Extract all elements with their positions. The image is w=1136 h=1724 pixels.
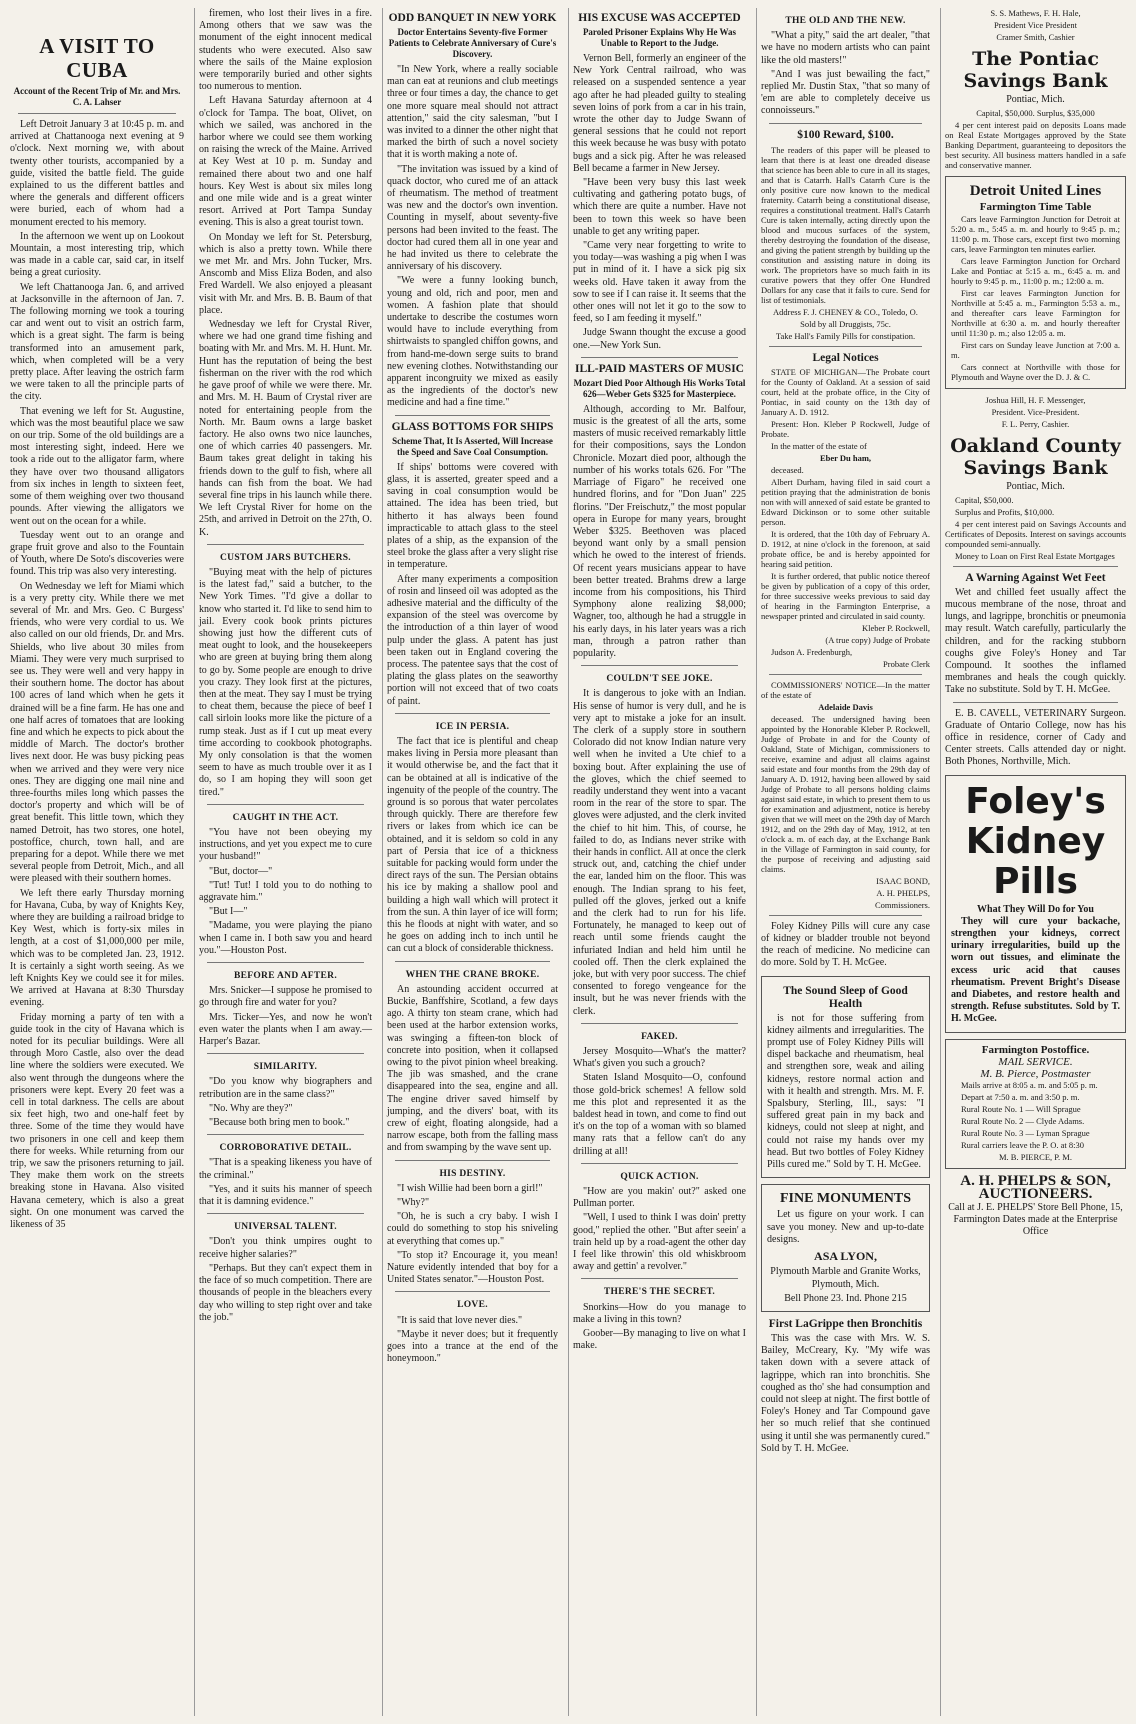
ad-subheading: What They Will Do for You bbox=[977, 903, 1094, 915]
divider bbox=[207, 962, 364, 963]
article-paragraph: "In New York, where a really sociable man can eat at reunions and club meetings three or four times a day, the chance to get one more square meal should not attract attention," said the city salesman, "but I was invited to a dinner the other night that marked the birth of such a novel society that it is worth making a note of. bbox=[387, 64, 558, 161]
article-paragraph: It is dangerous to joke with an Indian. His sense of humor is very dull, and he is very apt to mistake a joke for an insult. The clerk of a supply store in southern Colorado did not know Indian nature very well when he invited a Ute chief to a boxing bout. After explaining the use of the gloves, which the chief seemed to readily understand they went into a vacant room in the rear of the store to spar. The gloves were adjusted, and the clerk invited the chief to hit him. This, of course, he failed to do, as Indians never strike with their hands in conflict. All at once the clerk struck out, and, catching the chief under the ear, landed him on the floor. This was enough. The Indian sprang to his feet, pulled off the gloves, jerked out a knife and the clerk had to run for his life. Fortunately, he managed to keep out of reach until some friends caught the infuriated Indian and held him until he cooled off. Then the clerk explained the joke, but with very poor success. The chief consented to forego vengeance for the insult, but he was never friends with the clerk. bbox=[573, 688, 746, 1017]
legal-notices-heading: Legal Notices bbox=[812, 351, 879, 364]
legal-text: It is ordered, that the 10th day of February A. D. 1912, at nine o'clock in the forenoon, at said probate office, be and is hereby appointed for hearing said petition. bbox=[761, 528, 930, 569]
article-paragraph: "Came very near forgetting to write to you today—was washing a pig when I was put in mind of it. I have a sick pig six weeks old. Have taken it away from the sow to see if I can raise it. It seems that the other ones will not let it go to the sow to feed, so I am feeding it myself." bbox=[573, 240, 746, 325]
article-paragraph: "We were a funny looking bunch, young and old, rich and poor, men and women. A fashion plate that should undertake to describe the costumes worn would have to include everything from shirtwaists to spangled chiffon gowns, and from hand-me-down serge suits to brand new evening clothes. Notwithstanding our apparent incongruity we mixed as easily as the ingredients of the doctor's new medicine and had a fine time." bbox=[387, 275, 558, 409]
dialogue-line: "Yes, and it suits his manner of speech that it is damning evidence." bbox=[199, 1183, 372, 1208]
dialogue-line: "Maybe it never does; but it frequently goes into a trance at the end of the honeymoon." bbox=[387, 1328, 558, 1365]
ad-subheading: MAIL SERVICE. bbox=[998, 1055, 1073, 1068]
commissioners-estate-name: Adelaide Davis bbox=[818, 701, 873, 712]
column-3 bbox=[382, 8, 562, 1716]
section-heading: ICE IN PERSIA. bbox=[435, 721, 510, 732]
dialogue-line: Jersey Mosquito—What's the matter? What's given you such a grouch? bbox=[573, 1046, 746, 1070]
commissioners-signature: ISAAC BOND, bbox=[876, 875, 930, 886]
divider bbox=[769, 346, 922, 347]
legal-text: It is further ordered, that public notice thereof be given by publication of a copy of this order, for three successive weeks previous to said day of hearing in the Farmington Enterprise, a newspaper printed and circulated in said county. bbox=[761, 570, 930, 621]
dialogue-line: "And I was just bewailing the fact," replied Mr. Dustin Stax, "that so many of 'em are able to completely deceive us connoisseurs." bbox=[761, 68, 930, 117]
section-heading: UNIVERSAL TALENT. bbox=[234, 1222, 337, 1233]
bank-name-pontiac: The Pontiac Savings Bank bbox=[963, 48, 1108, 92]
bank-location: Pontiac, Mich. bbox=[1006, 480, 1065, 492]
legal-text: Present: Hon. Kleber P Rockwell, Judge of Probate. bbox=[761, 418, 930, 439]
dialogue-line: "Why?" bbox=[397, 1197, 430, 1209]
dialogue-line: "Don't you think umpires ought to receive higher salaries?" bbox=[199, 1236, 372, 1260]
article-paragraph: After many experiments a composition of rosin and linseed oil was adopted as the adhesive material and the difficulty of the expansion of the steel was overcome by the introduction of a thin layer of wood pulp under the glass. A patent has just been taken out in England covering the process. The patentee says that the cost of plating the glass plates on the seaworthy portion will not exceed that of two coats of paint. bbox=[387, 573, 558, 707]
ad-heading: FINE MONUMENTS bbox=[779, 1191, 912, 1207]
section-heading: CUSTOM JARS BUTCHERS. bbox=[220, 552, 351, 563]
commissioners-notice-heading: COMMISSIONERS' NOTICE—In the matter of the estate of bbox=[761, 679, 930, 700]
divider bbox=[395, 1291, 550, 1292]
article-paragraph: On Wednesday we left for Miami which is a very pretty city. While there we met several of Mr. and Mrs. Geo. C Burgess' friends, who were very cordial to us. We also called on our old friends, Dr. and Mrs. Shields, who live about 30 miles from Miami. They were very much surprised to see us. They were well and very happy in their southern home. The doctor has about 100 acres of land which when he gets it drained will be a fine farm. He has one and one half acres of tomatoes that are looking fine and which he expects to pick about the middle of March. The doctor's brother lives next door. He was busy picking peas when we arrived and they were very nice ones. They are digging one mail nine and three-fourths miles long which passes the doctor's property and which will be of great benefit. This little town, which they named Detroit, has two stores, one hotel, postoffice, church, town hall, and are preparing for a depot. While there we met several people from Detroit, Mich., and all were pleased with their southern homes. bbox=[10, 580, 184, 885]
foley-line: Pills bbox=[993, 860, 1078, 902]
dialogue-line: "Oh, he is such a cry baby. I wish I could do something to stop his sniveling at everything that comes up." bbox=[387, 1211, 558, 1247]
article-paragraph: Wednesday we left for Crystal River, where we had one grand time fishing and boating with Mr. and Mrs. M. H. Hunt. Mr. Hunt has the reputation of being the best fisherman on the river with the rod which he gave proof of while we were there. Mr. and Mrs. M. H. Baum of Crystal river are noted for entertaining people from the North. Mr. Baum owns a large basket factory. He also owns two nice launches, one of which carries 40 passengers. Mr. Baum takes great delight in taking his friends down to the gulf to fish, where all hands can fish from the boat. We had several fine trips in his launch while there. We left Crystal River for home on the 25th, and arrived in Detroit on the 27th, O. K. bbox=[199, 319, 372, 538]
ad-heading: A Warning Against Wet Feet bbox=[965, 571, 1106, 584]
mail-schedule: Depart at 7:50 a. m. and 3:50 p. m. bbox=[961, 1092, 1080, 1103]
article-paragraph: We left there early Thursday morning for Havana, Cuba, by way of Knights Key, where they are building a railroad bridge to Key West, which is forty-six miles in length, at a cost of $1,000,000 per mile, which was to be completed Jan. 23, 1912. It is certainly a sight worth seeing. As we left Knights Key we could see it for miles. We arrived at Havana at 8:30 Thursday evening. bbox=[10, 887, 184, 1009]
article-paragraph: Although, according to Mr. Balfour, music is the greatest of all the arts, some masters of music received remarkably little for their compositions, says the London Chronicle. Mozart died poor, although the number of his works totals 626. For "The Marriage of Figaro" he received one hundred florins, and for "Don Juan" 225 florins. "Der Freischutz," the most popular opera in Europe for many years, brought Weber $325. Beethoven was placed beyond want only by a small pension which he owed to the interest of friends. Of recent years musicians appear to have been better treated. Brahms drew a large income from his compositions, his Third Symphony alone realizing $8,000; Wagner, too, although he had a struggle in his early days, in his later years was a rich man, through a patron rather than popularity. bbox=[573, 403, 746, 659]
headline-glass-bottoms: GLASS BOTTOMS FOR SHIPS bbox=[391, 420, 554, 433]
section-heading: BEFORE AND AFTER. bbox=[233, 971, 338, 982]
foley-notice: Foley Kidney Pills will cure any case of kidney or bladder trouble not beyond the reach of medicine. No medicine can do more. Sold by T. H. McGee. bbox=[761, 920, 930, 969]
monuments-ad bbox=[761, 1184, 930, 1312]
divider bbox=[207, 1213, 364, 1214]
bank-money: Money to Loan on First Real Estate Mortgages bbox=[955, 550, 1115, 561]
mail-schedule: Mails arrive at 8:05 a. m. and 5:05 p. m. bbox=[961, 1080, 1098, 1091]
divider bbox=[581, 357, 738, 358]
divider bbox=[769, 674, 922, 675]
bank-location: Pontiac, Mich. bbox=[1006, 94, 1065, 105]
bank-cashier: F. L. Perry, Cashier. bbox=[1001, 418, 1070, 429]
reward-pills: Take Hall's Family Pills for constipation. bbox=[775, 330, 916, 341]
ad-heading: Farmington Postoffice. bbox=[981, 1043, 1090, 1056]
mail-schedule: Rural Route No. 1 — Will Sprague bbox=[961, 1104, 1081, 1115]
reward-heading: $100 Reward, $100. bbox=[797, 128, 894, 141]
article-paragraph: "Have been very busy this last week cultivating and gathering potato bugs, of which there are quite a number. Have not been to town this week so have been unable to get any writing paper. bbox=[573, 177, 746, 237]
article-paragraph: If ships' bottoms were covered with glass, it is asserted, greater speed and a saving in coal consumption would be attained. The idea has been tried, but hitherto it has always been found impracticable to attach glass to the steel plates of a ship, as the expansion of the steel broke the glass after a very slight rise in temperature. bbox=[387, 461, 558, 571]
mail-schedule: Rural carriers leave the P. O. at 8:30 bbox=[961, 1140, 1084, 1151]
bank-cashier: Cramer Smith, Cashier bbox=[996, 32, 1075, 42]
legal-signature: (A true copy) Judge of Probate bbox=[825, 634, 930, 645]
foley-line: Kidney bbox=[965, 820, 1106, 862]
article-paragraph: On Monday we left for St. Petersburg, which is also a pretty town. While there we met Mr. and Mrs. John Tucker, Mrs. Anscomb and Miss Eliza Boden, and also Fred Wardell. We also enjoyed a pleasant visit with Mr. and Mrs. B. B. Baum of that place. bbox=[199, 231, 372, 316]
commissioners-signature: A. H. PHELPS, bbox=[876, 887, 930, 898]
auctioneers-heading: A. H. PHELPS & SON, AUCTIONEERS. bbox=[960, 1173, 1111, 1202]
commissioners-text: deceased. The undersigned having been appointed by the Honorable Kleber P. Rockwell, Judge of Probate in and for the County of Oakland, State of Michigan, commissioners to receive, examine and adjust all claims against said estate and four months from the 29th day of January A. D. 1912, having been allowed by said Judge of Probate to all persons holding claims against said estate, in which to present them to us for examination and adjustment, notice is hereby given that we will meet on the 29th day of March 1912, and on the 29th day of May, 1912, at ten o'clock a. m. of each day, at the Exchange Bank in the Village of Farmington in said county, for the purpose of receiving and adjusting said claims. bbox=[761, 713, 930, 874]
bank-capital: Capital, $50,000. Surplus, $35,000 bbox=[976, 108, 1095, 119]
dialogue-line: "Do you know why biographers and retribution are in the same class?" bbox=[199, 1076, 372, 1100]
divider bbox=[395, 713, 550, 714]
column-6 bbox=[940, 8, 1130, 1716]
article-paragraph: Friday morning a party of ten with a guide took in the city of Havana which is noted for its peculiar buildings. Were all through Moro Castle, also over the dead line where the soldiers were executed. We also went through the dungeons where the prisoners were kept. Every 20 feet was a cell in total darkness. The cells are about six feet high, two and one-half feet by three. Some of the time they would have two prisoners in one cell and keep them there for weeks. While returning from our trip, we saw the prisoners returning to jail. They make them work on the streets breaking stone in Havana. Also visited Havana cemetery, which is also a great sight. On one monument was carved the likeness of 35 bbox=[10, 1011, 184, 1231]
divider bbox=[395, 1160, 550, 1161]
dialogue-line: "No. Why are they?" bbox=[209, 1102, 293, 1114]
foleys-kidney-pills-ad bbox=[945, 775, 1126, 1033]
dialogue-line: "You have not been obeying my instructions, and yet you expect me to cure your husband!" bbox=[199, 827, 372, 863]
legal-signature: Probate Clerk bbox=[883, 658, 930, 669]
divider bbox=[207, 804, 364, 805]
bank-officer-titles: President Vice President bbox=[994, 20, 1077, 30]
dialogue-line: "But I—" bbox=[209, 906, 248, 918]
section-heading: COULDN'T SEE JOKE. bbox=[606, 674, 713, 685]
bank-officers: Joshua Hill, H. F. Messenger, bbox=[985, 394, 1086, 405]
divider bbox=[769, 915, 922, 916]
subheadline: Scheme That, It Is Asserted, Will Increase the Speed and Save Coal Consumption. bbox=[392, 435, 553, 457]
legal-signature: Kleber P. Rockwell, bbox=[862, 622, 930, 633]
ad-text: is not for those suffering from kidney ailments and irregularities. The prompt use of Foley Kidney Pills will dispel backache and rheumatism, heal and strengthen sore, weak and ailing kidneys, restore normal action and with it health and strength. Mrs. M. F. Spalsbury, Sterling, Ill., says: "I suffered great pain in my back and kidneys, could not sleep at night, and could not raise my hands over my head. But two bottles of Foley Kidney Pills cured me." Sold by T. H. McGee. bbox=[767, 1012, 924, 1171]
timetable-text: Cars leave Farmington Junction for Detroit at 5:20 a. m., 5:45 a. m. and hourly to 9:45 p. m.; 11:00 p. m. Those cars, except first two morning cars, leave Farmington ten minutes earlier. bbox=[951, 213, 1120, 254]
dialogue-line: "Madame, you were playing the piano when I came in. I both saw you and heard you."—Houston Post. bbox=[199, 920, 372, 956]
legal-text: STATE OF MICHIGAN—The Probate court for the County of Oakland. At a session of said court, held at the probate office, in the City of Pontiac, in said county on the 13th day of January A. D. 1912. bbox=[761, 366, 930, 417]
headline-ill-paid-masters: ILL-PAID MASTERS OF MUSIC bbox=[574, 362, 744, 375]
dialogue-line: "It is said that love never dies." bbox=[397, 1314, 523, 1326]
dialogue-line: "Tut! Tut! I told you to do nothing to aggravate him." bbox=[199, 879, 372, 904]
ad-subheading: Farmington Time Table bbox=[979, 201, 1092, 214]
bank-text: 4 per cent interest paid on deposits Loans made on Real Estate Mortgages approved by the State Banking Department, guaranteeing to depositors the best security. All business matters handled in a safe and conservative manner. bbox=[945, 120, 1126, 171]
postmaster: M. B. Pierce, Postmaster bbox=[980, 1068, 1091, 1081]
divider bbox=[395, 961, 550, 962]
article-paragraph: firemen, who lost their lives in a fire. Among others that we saw was the monument of the eight innocent medical students who were executed. Also saw where the sails of the Maine explosion were temporarily buried and other sights too numerous to mention. bbox=[199, 8, 372, 93]
article-paragraph: That evening we left for St. Augustine, which was the most beautiful place we saw on our trip. Some of the old buildings are a most interesting sight, indeed. Here we took a ride out to the alligator farm, where they have over two thousand alligators from six inches in length to sixteen feet, some of them weighing over two thousand pounds. After viewing the alligators we went out on the ocean for a while. bbox=[10, 405, 184, 527]
bank-officers: S. S. Mathews, F. H. Hale, bbox=[990, 8, 1081, 18]
article-paragraph: We left Chattanooga Jan. 6, and arrived at Jacksonville in the afternoon of Jan. 7. The following morning we took a touring car and went out to visit an ostrich farm, which is a great sight. The farm is being transformed into an amusement park, which, when completed will be a very pretty place. After leaving the ostrich farm we were taken to all the principle parts of the city. bbox=[10, 281, 184, 403]
headline-visit-to-cuba: A VISIT TO CUBA bbox=[39, 34, 155, 82]
section-heading: SIMILARITY. bbox=[253, 1062, 318, 1073]
dialogue-line: "But, doctor—" bbox=[209, 865, 273, 877]
article-paragraph: Left Detroit January 3 at 10:45 p. m. and arrived at Chattanooga next evening at 9 o'clock. Next morning we, with about twenty other tourists, accompanied by a guide, visited the battle field. The guide explained to us the different battles and where the generals and different officers were buried, each of whom had a monument erected to his memory. bbox=[10, 119, 184, 228]
postoffice-ad bbox=[945, 1039, 1126, 1170]
reward-sold: Sold by all Druggists, 75c. bbox=[800, 318, 891, 329]
section-heading: THERE'S THE SECRET. bbox=[603, 1287, 716, 1298]
dialogue-line: "What a pity," said the art dealer, "that we have no modern artists who can paint like the old masters!" bbox=[761, 30, 930, 66]
section-heading: CAUGHT IN THE ACT. bbox=[232, 812, 339, 823]
ad-phone: Bell Phone 23. Ind. Phone 215 bbox=[784, 1292, 907, 1304]
section-heading: THE OLD AND THE NEW. bbox=[785, 16, 906, 26]
reward-address: Address F. J. CHENEY & CO., Toledo, O. bbox=[773, 306, 918, 317]
section-heading: WHEN THE CRANE BROKE. bbox=[405, 969, 540, 980]
legal-text: Albert Durham, having filed in said court a petition praying that the administration de bonis non with will annexed of said estate be granted to Edward Dickinson or to some other suitable person. bbox=[761, 476, 930, 527]
dialogue-line: Snorkins—How do you manage to make a living in this town? bbox=[573, 1301, 746, 1325]
dialogue-line: Mrs. Ticker—Yes, and now he won't even water the plants when I am away.—Harper's Bazar. bbox=[199, 1011, 372, 1048]
commissioners-signature: Commissioners. bbox=[874, 899, 930, 910]
ad-text: Let us figure on your work. I can save you money. New and up-to-date designs. bbox=[767, 1209, 924, 1245]
divider bbox=[769, 123, 922, 124]
timetable-text: First cars on Sunday leave Junction at 7:00 a. m. bbox=[951, 339, 1120, 360]
dialogue-line: "How are you makin' out?" asked one Pullman porter. bbox=[573, 1186, 746, 1210]
column-2 bbox=[194, 8, 376, 1716]
section-heading: CORROBORATIVE DETAIL. bbox=[219, 1143, 352, 1154]
article-paragraph: In the afternoon we went up on Lookout Mountain, a most interesting trip, which was made in a cable car, said car, in itself being a great curiosity. bbox=[10, 230, 184, 279]
bank-name-oakland: Oakland County Savings Bank bbox=[950, 434, 1121, 479]
divider bbox=[581, 1278, 738, 1279]
article-paragraph: The fact that ice is plentiful and cheap makes living in Persia more pleasant than it would otherwise be, and the fact that it can be obtained at all is indicative of the ingenuity of the people of the country. The ground is so porous that water percolates through quickly. There are therefore few rivers or lakes from which ice can be obtained, and it is seldom so cold in any part of Persia that ice of a thickness suitable for packing would form under the direct rays of the sun. The Persian obtains his ice by making a shallow pool and building a high wall which will protect it from the sun. A thin layer of ice will form; this he floods at night with water, and so he goes on adding inch to inch until he can cut a block of considerable thickness. bbox=[387, 735, 558, 955]
mail-schedule: Rural Route No. 2 — Clyde Adams. bbox=[961, 1116, 1085, 1127]
article-paragraph: Left Havana Saturday afternoon at 4 o'clock for Tampa. The boat, Olivet, on which we sailed, was anchored in the harbor where we could see them working on raising the wreck of the Maine. Arrived at Key West at 10 p. m. Sunday and remained there about two and one half hours. Key West is about six miles long and one mile wide and is a great winter resort. Arrived at Port Tampa Sunday evening. This is also a great tourist town. bbox=[199, 95, 372, 229]
divider bbox=[581, 1023, 738, 1024]
timetable-text: First car leaves Farmington Junction for Northville at 5:45 a. m., Farmington 5:53 a. m., and thereafter cars leave Farmington for Northville at 6:30 a. m. and hourly thereafter until 11:30 p. m.; also 12:05 a. m. bbox=[951, 287, 1120, 338]
ad-text: This was the case with Mrs. W. S. Bailey, McCreary, Ky. "My wife was taken down with a severe attack of lagrippe, which ran into bronchitis. She coughed as tho' she had consumption and could not sleep at night. The first bottle of Foley's Honey and Tar Compound gave her so much relief that she continued using it until she was permanently cured." Sold by T. H. McGee. bbox=[761, 1332, 930, 1454]
headline-excuse-accepted: HIS EXCUSE WAS ACCEPTED bbox=[578, 12, 741, 24]
reward-text: The readers of this paper will be pleased to learn that there is at least one dreaded disease that science has been able to cure in all its stages, and that is Catarrh. Hall's Catarrh Cure is the only positive cure now known to the medical fraternity. Catarrh being a constitutional disease, requires a constitutional treatment. Hall's Catarrh Cure is taken internally, acting directly upon the blood and mucous surfaces of the system, thereby destroying the foundation of the disease, and giving the patient strength by building up the constitution and assisting nature in doing its work. The proprietors have so much faith in its curative powers that they offer One Hundred Dollars for any case that it fails to cure. Send for list of testimonials. bbox=[761, 144, 930, 305]
dialogue-line: "That is a speaking likeness you have of the criminal." bbox=[199, 1157, 372, 1181]
dialogue-line: "Because both bring men to book." bbox=[209, 1117, 350, 1129]
subheadline: Account of the Recent Trip of Mr. and Mrs. C. A. Lahser bbox=[13, 86, 181, 107]
article-paragraph: Judge Swann thought the excuse a good one.—New York Sun. bbox=[573, 327, 746, 351]
article-paragraph: "Buying meat with the help of pictures is the latest fad," said a butcher, to the New York Times. "I'd give a dollar to know who started it. I'd like to send him to jail. Every cook book prints pictures showing just how the different cuts of meat ought to look, and the housekeepers who are green at buying bring them along to go by. Some people are enough to drive you crazy. They look first at the pictures, then at the meat. They say I must be trying to cheat them, because the piece of beef I call sirloin looks more like the picture of a rump steak. Just as if I cut up meat every time according to cookbook photographs. My only consolation is that the women seem to have as much trouble over it as I do, so I am hoping they will soon get tired." bbox=[199, 566, 372, 798]
divider bbox=[18, 113, 176, 114]
dialogue-line: "To stop it? Encourage it, you mean! Nature evidently intended that boy for a United States senator."—Houston Post. bbox=[387, 1249, 558, 1286]
section-heading: LOVE. bbox=[457, 1300, 488, 1311]
bank-surplus: Surplus and Profits, $10,000. bbox=[955, 506, 1055, 517]
divider bbox=[395, 415, 550, 416]
ad-name: ASA LYON, bbox=[814, 1249, 877, 1264]
detroit-united-lines-ad bbox=[945, 176, 1126, 388]
divider bbox=[581, 665, 738, 666]
divider bbox=[953, 702, 1118, 703]
legal-text: deceased. bbox=[771, 464, 804, 475]
dialogue-line: "I wish Willie had been born a girl!" bbox=[397, 1182, 543, 1194]
ad-address: Plymouth Marble and Granite Works, Plymouth, Mich. bbox=[770, 1266, 921, 1290]
article-paragraph: Tuesday went out to an orange and grape fruit grove and also to the Fountain of Youth, where De Soto's discoveries were found. This trip was also very interesting. bbox=[10, 529, 184, 578]
divider bbox=[207, 1134, 364, 1135]
article-paragraph: Vernon Bell, formerly an engineer of the New York Central railroad, who was released on a suspended sentence a year ago after he had pleaded guilty to stealing seven loins of pork from a car in his train, wrote the other day to Judge Swann of general sessions that he could not report this week because he was busy with potato bugs and a sick pig. After he was released Bell became a farmer in New Jersey. bbox=[573, 53, 746, 174]
headline-odd-banquet: ODD BANQUET IN NEW YORK bbox=[388, 12, 557, 24]
column-4 bbox=[568, 8, 750, 1716]
divider bbox=[953, 566, 1118, 567]
article-paragraph: An astounding accident occurred at Buckie, Banffshire, Scotland, a few days ago. A thirty ton steam crane, which had been used at the harbor extension works, was swinging a fifteen-ton block of concrete into position, when it collapsed owing to the pivot pinion wheel breaking. The jib was smashed, and the crane disappeared into the sea, engine and all. The engine driver saved himself by jumping, and the divers' boat, with its crew of eight, floating alongside, had a narrow escape, both from the falling mass and from swamping by the wave sent up. bbox=[387, 983, 558, 1154]
column-1 bbox=[6, 8, 188, 1716]
divider bbox=[581, 1163, 738, 1164]
timetable-text: Cars connect at Northville with those for Plymouth and Wayne over the D. J. & C. bbox=[951, 361, 1120, 382]
timetable-text: Cars leave Farmington Junction for Orchard Lake and Pontiac at 5:15 a. m., 6:45 a. m. and hourly to 9:45 p. m., 11:00 p. m.; 12:00 a. m. bbox=[951, 255, 1120, 286]
legal-signature: Judson A. Fredenburgh, bbox=[771, 646, 853, 657]
article-paragraph: "The invitation was issued by a kind of quack doctor, who cured me of an attack of rheumatism. The method of treatment was new and the doctor's own invention. Counting in myself, about seventy-five persons had been invited to the feast. The doctor had cured them all in one year and he had invited us there to celebrate the anniversary of his discovery. bbox=[387, 163, 558, 273]
mail-schedule: Rural Route No. 3 — Lyman Sprague bbox=[961, 1128, 1090, 1139]
legal-estate-name: Eber Du ham, bbox=[819, 452, 872, 463]
bank-officer-titles: President. Vice-President. bbox=[991, 406, 1080, 417]
subheadline: Mozart Died Poor Although His Works Total 626—Weber Gets $325 for Masterpiece. bbox=[573, 377, 746, 399]
section-heading: QUICK ACTION. bbox=[620, 1171, 699, 1182]
bank-text: 4 per cent interest paid on Savings Accounts and Certificates of Deposits. Interest on savings accounts compounded semi-annually. bbox=[945, 518, 1126, 549]
ad-text: They will cure your backache, strengthen your kidneys, correct urinary irregularities, build up the worn out tissues, and eliminate the excess uric acid that causes rheumatism. Prevent Bright's Disease and Diabetes, and restore health and strength. Refuse substitutes. Sold by T. H. McGee. bbox=[951, 915, 1120, 1025]
ad-heading: The Sound Sleep of Good Health bbox=[783, 984, 908, 1010]
mail-schedule: M. B. PIERCE, P. M. bbox=[999, 1152, 1072, 1163]
foley-line: Foley's bbox=[965, 780, 1106, 822]
divider bbox=[207, 1053, 364, 1054]
ad-heading: First LaGrippe then Bronchitis bbox=[768, 1317, 923, 1330]
dialogue-line: Goober—By managing to live on what I make. bbox=[573, 1328, 746, 1352]
bank-capital: Capital, $50,000. bbox=[955, 494, 1014, 505]
veterinarian-ad: E. B. CAVELL, VETERINARY Surgeon. Graduate of Ontario College, now has his office in residence, corner of Cady and Center streets. Calls attended day or night. Both Phones, Northville, Mich. bbox=[945, 707, 1126, 768]
auctioneers-text: Call at J. E. PHELPS' Store Bell Phone, 15, Farmington Dates made at the Enterprise Office bbox=[948, 1201, 1123, 1238]
divider bbox=[207, 544, 364, 545]
subheadline: Paroled Prisoner Explains Why He Was Unable to Report to the Judge. bbox=[582, 27, 737, 48]
subheadline: Doctor Entertains Seventy-five Former Patients to Celebrate Anniversary of Cure's Discovery. bbox=[388, 27, 557, 59]
dialogue-line: "Perhaps. But they can't expect them in the face of so much competition. There are thousands of people in the bleachers every day who willing to step right over and take the job." bbox=[199, 1262, 372, 1323]
section-heading: HIS DESTINY. bbox=[439, 1168, 506, 1179]
dialogue-line: Mrs. Snicker—I suppose he promised to go through fire and water for you? bbox=[199, 985, 372, 1009]
dialogue-line: Staten Island Mosquito—O, confound those gold-brick schemes! A fellow sold me this plot and represented it as the baldest head in town, and come to find out it's on the top of a woman with so blamed many rats that a fellow can't do any drilling at all! bbox=[573, 1072, 746, 1157]
dialogue-line: "Well, I used to think I was doin' pretty good," replied the other. "But after seein' a train held up by a road-agent the other day I feel like throwin' this old whiskbroom away and gettin' a revolver." bbox=[573, 1212, 746, 1273]
section-heading: FAKED. bbox=[641, 1031, 678, 1042]
ad-heading: Detroit United Lines bbox=[969, 183, 1102, 200]
sound-sleep-ad bbox=[761, 976, 930, 1179]
column-5 bbox=[756, 8, 934, 1716]
legal-text: In the matter of the estate of bbox=[771, 440, 867, 451]
ad-text: Wet and chilled feet usually affect the mucous membrane of the nose, throat and lungs, and lagrippe, bronchitis or pneumonia may result. Watch carefully, particularly the children, and for the racking stubborn coughs give Foley's Honey and Tar Compound. It soothes the inflamed membranes and heals the cough quickly. Take no substitute. Sold by T. H. McGee. bbox=[945, 586, 1126, 696]
